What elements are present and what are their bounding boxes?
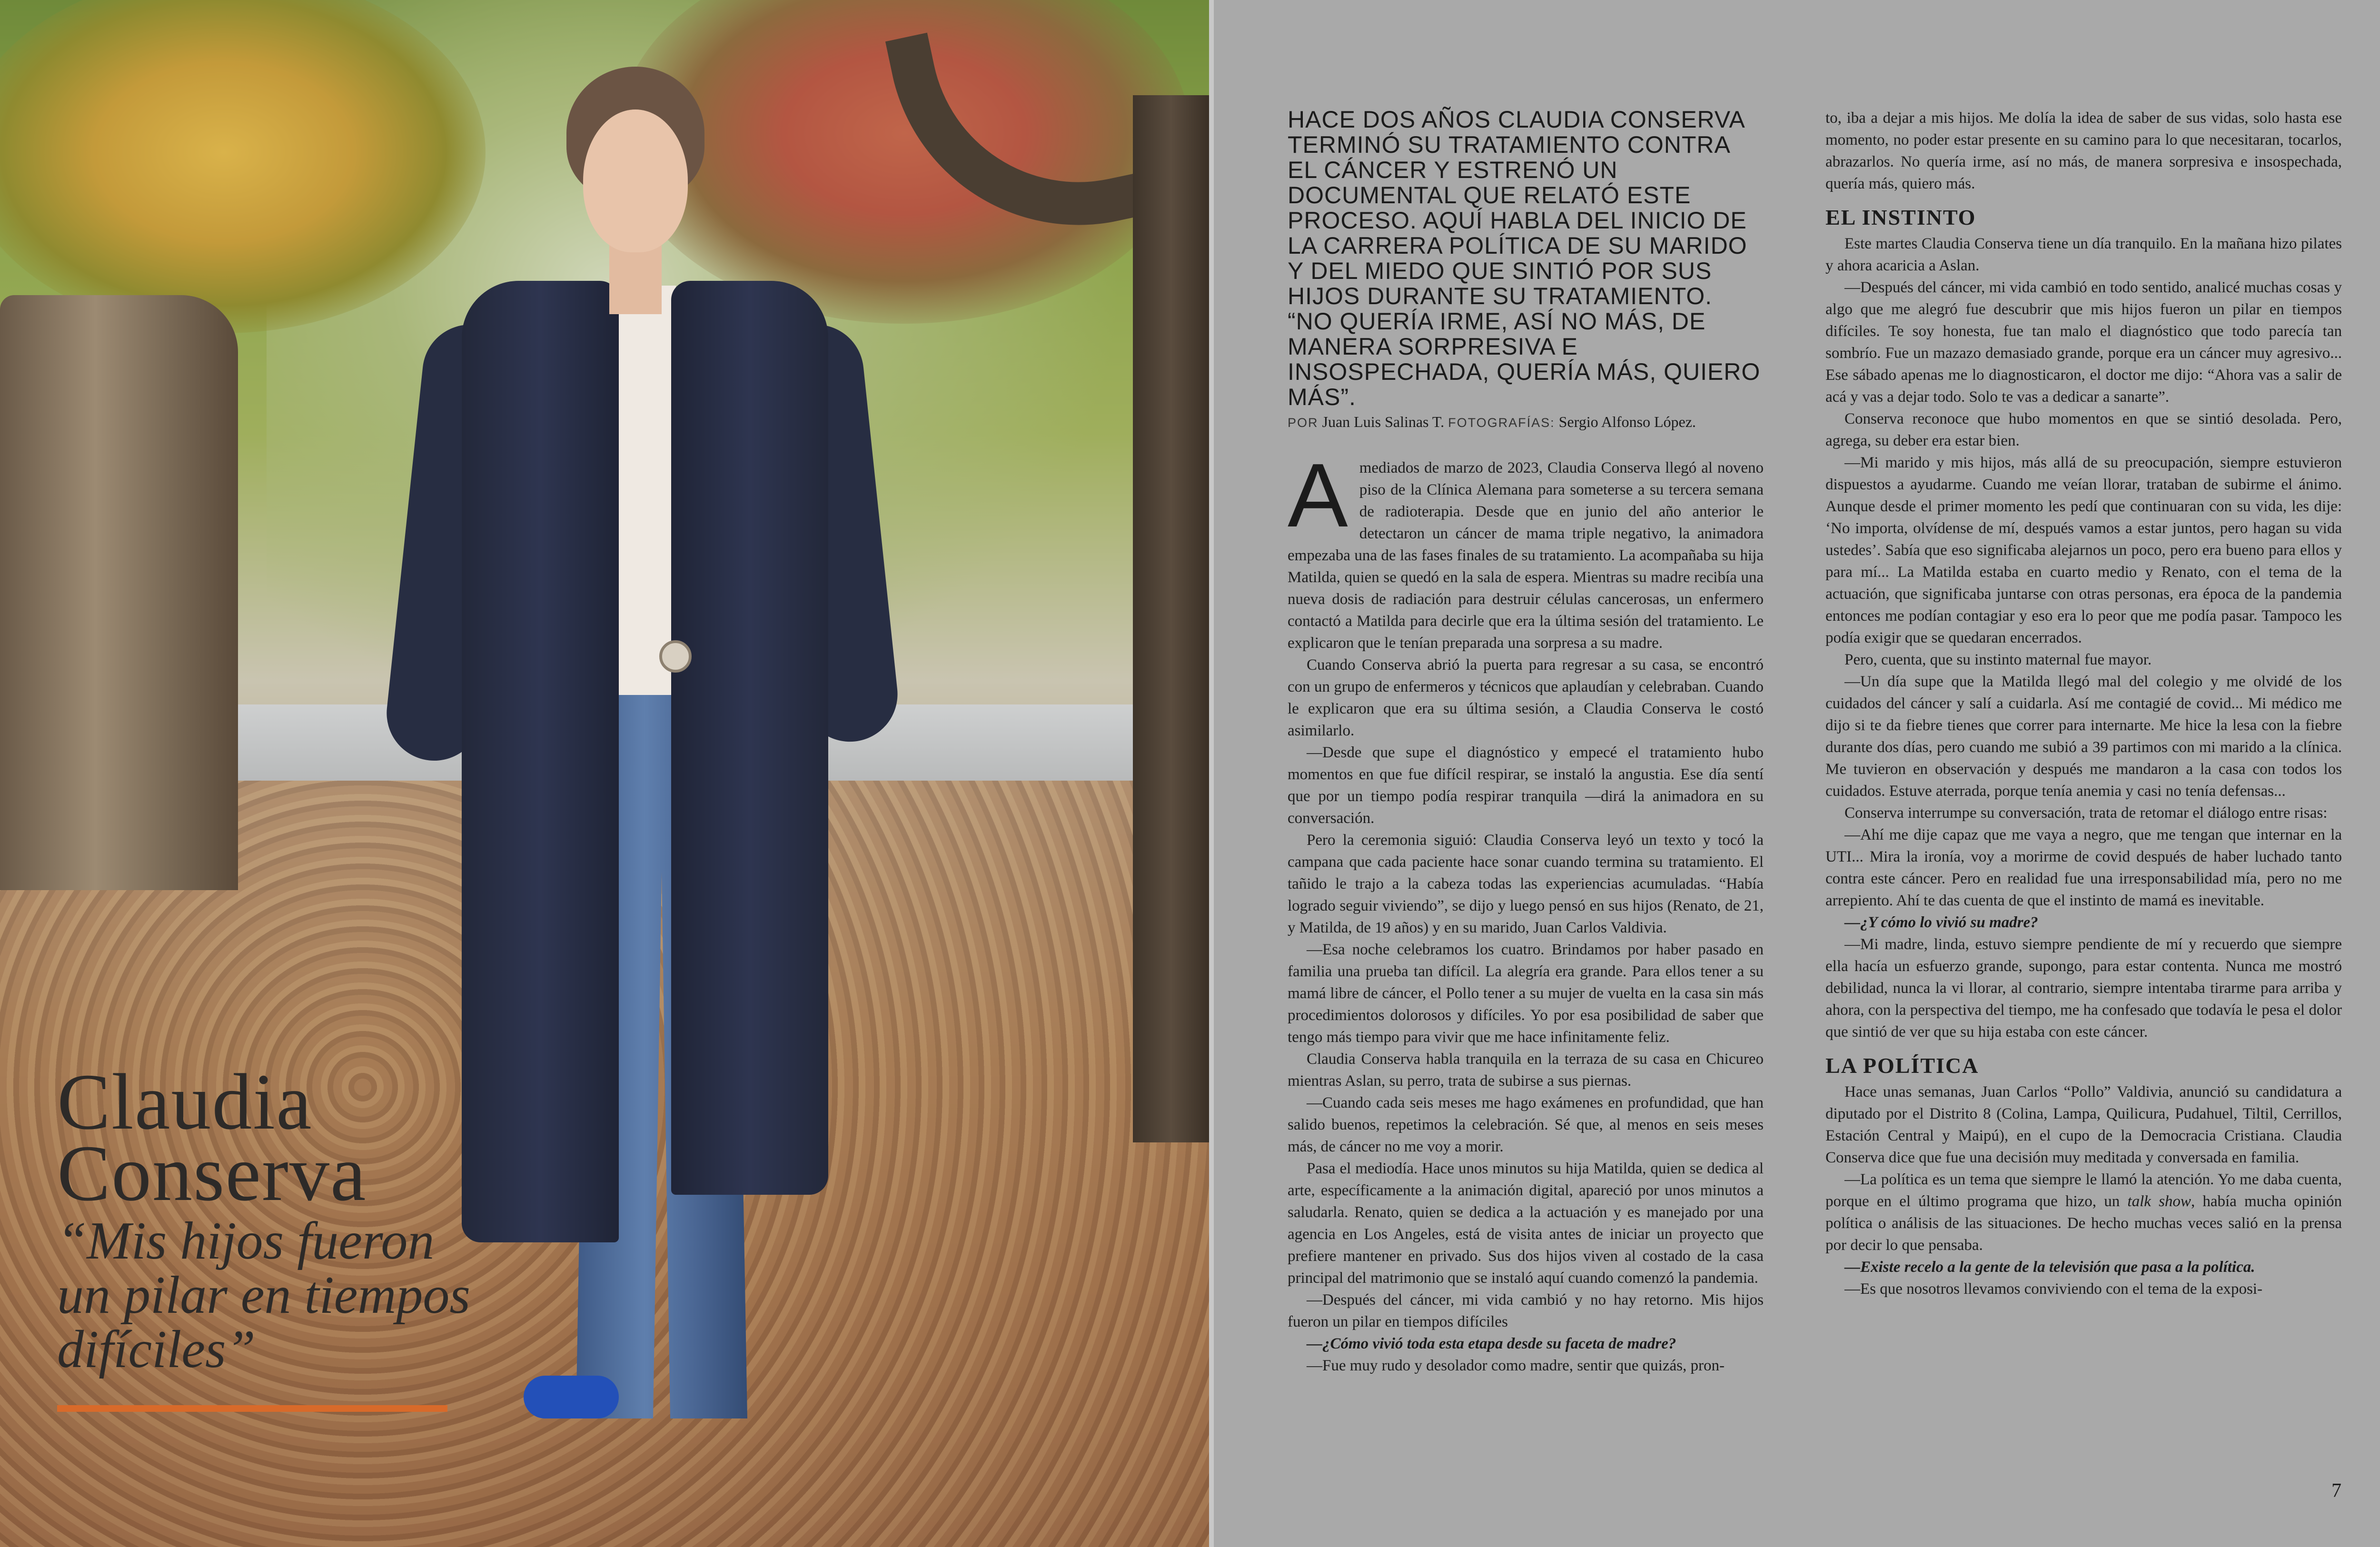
paragraph: —Mi marido y mis hijos, más allá de su preocupación, siempre estuvieron dispuestos a ayudarme. Cuando me veían llorar, trataban de subirme el ánimo. Aunque desde el primer momento les pedí que continuaran con su vida, les dije: ‘No importa, olvídense de mí, después vamos a estar juntos, pero hagan su vida ustedes’. Sabía que eso significaba alejarnos un poco, pero era bueno para ellos y para mí... La Matilda estaba en cuarto medio y Renato, con el tema de la actuación, que significaba juntarse con otras personas, era época de la pandemia entonces me podían contagiar y eso era lo peor que me podía pasar. Tampoco les podía exigir que se quedaran encerrados. — [1825, 454, 2342, 646]
paragraph: —Después del cáncer, mi vida cambió en todo sentido, analicé muchas cosas y algo que me alegró fue descubrir que mis hijos fueron un pilar en tiempos difíciles. Te soy honesta, fue tan malo el diagnóstico que todo parecía tan sombrío. Fue un mazazo demasiado grande, porque era un cáncer muy agresivo... Ese sábado apenas me lo diagnosticaron, el doctor me dijo: “Ahora vas a salir de acá y vas a dejar todo. Solo te vas a dedicar a sanarte”. — [1825, 279, 2342, 406]
face — [583, 109, 688, 252]
portrait-subject — [405, 57, 976, 1461]
article-column-2 — [1825, 107, 2342, 1300]
paragraph: —Un día supe que la Matilda llegó mal del colegio y me olvidé de los cuidados del cáncer y salí a cuidarla. Así me contagié de covid... Mi médico me dijo si te da fiebre tienes que correr para internarte. Me hice la lesa con la fiebre durante dos días, pero cuando me subió a 39 partimos con mi marido a la clínica. Me tuvieron en observación y después me mandaron a la casa con todos los cuidados. Estuve aterrada, porque tenía anemia y casi no tenía defensas... — [1825, 673, 2342, 800]
paragraph: —Ahí me dije capaz que me vaya a negro, que me tengan que internar en la UTI... Mira la ironía, voy a morirme de covid después de haber luchado tanto contra este cáncer. Pero en realidad fue una irresponsabilidad mía, pero no me arrepiento. Ahí te das cuenta de que el instinto de mamá es inevitable. — [1825, 826, 2342, 909]
paragraph — [1288, 445, 1764, 654]
interview-question: —Existe recelo a la gente de la televisión que pasa a la política. — [1844, 1259, 2255, 1276]
paragraph: Pero la ceremonia siguió: Claudia Conserva leyó un texto y tocó la campana que cada paciente hace sonar cuando termina su tratamiento. El tañido le trajo a la cabeza todas las experiencias acumuladas. “Había logrado seguir viviendo”, se dijo y luego pensó en sus hijos (Renato, de 21, y Matilda, de 19 años) y en su marido, Juan Carlos Valdivia. — [1288, 832, 1764, 936]
paragraph: —Cuando cada seis meses me hago exámenes en profundidad, que han salido buenos, repetimos la celebración. Sé que, al menos en seis meses más, de cáncer no me voy a morir. — [1288, 1094, 1764, 1155]
section-heading-politica: LA POLÍTICA — [1825, 1053, 1979, 1078]
paragraph: —Esa noche celebramos los cuatro. Brindamos por haber pasado en familia una prueba tan difícil. La alegría era grande. Para ellos tener a su mamá libre de cáncer, el Pollo tener a su mujer de vuelta en la casa sin más procedimientos dolorosos y difíciles. Yo por esa posibilidad de saber que tengo más tiempo para vivir que me hace infinitamente feliz. — [1288, 941, 1764, 1046]
page-gutter — [1209, 0, 1214, 1547]
tree-trunk-left — [0, 295, 238, 890]
emphasis-talk-show: talk show — [2127, 1193, 2191, 1210]
paragraph: —Desde que supe el diagnóstico y empecé el tratamiento hubo momentos en que fue difícil respirar, se instaló la angustia. Ese día sentí que por un tiempo podía respirar tranquila —dirá la animadora en su conversación. — [1288, 744, 1764, 827]
byline-author: Juan Luis Salinas T. — [1322, 413, 1445, 430]
cover-name-line1: Claudia — [57, 1058, 313, 1146]
paragraph: —Fue muy rudo y desolador como madre, sentir que quizás, pron- — [1307, 1357, 1725, 1374]
paragraph: —Mi madre, linda, estuvo siempre pendiente de mí y recuerdo que siempre ella hacía un esfuerzo grande, supongo, para estar contenta. Nunca me mostró debilidad, nunca la vi llorar, al contrario, siempre intentaba tirarme para arriba y ahora, con la perspectiva del tiempo, me ha confesado que todavía le pesa el dolor que sintió de ver que su hija estaba con este cáncer. — [1825, 936, 2342, 1041]
page-number: 7 — [2331, 1480, 2341, 1502]
paragraph: Pasa el mediodía. Hace unos minutos su hija Matilda, quien se dedica al arte, específicamente a la animación digital, apareció por unos minutos a saludarla. Renato, quien se dedica a la actuación y es manejado por una agencia en Los Angeles, está de visita antes de iniciar un proyecto que prefiere mantener en privado. Sus dos hijos viven al costado de la casa principal del matrimonio que se instaló aquí cuando comenzó la pandemia. — [1288, 1160, 1764, 1287]
cover-name-line2: Conserva — [57, 1129, 367, 1218]
paragraph-text: mediados de marzo de 2023, Claudia Conserva llegó al noveno piso de la Clínica Alemana para someterse a su tercera semana de radioterapia. Desde que en junio del año anterior le detectaron un cáncer de mama triple negativo, la animadora empezaba una de las fases finales de su tratamiento. La acompañaba su hija Matilda, quien se quedó en la sala de espera. Mientras su madre recibía una nueva dosis de radiación para destruir células cancerosas, un enfermero contactó a Matilda para decirle que era la última sesión del tratamiento. Le explicaron que le tenían preparada una sorpresa a su madre. — [1288, 459, 1764, 652]
paragraph: Claudia Conserva habla tranquila en la terraza de su casa en Chicureo mientras Aslan, su perro, trata de subirse a sus piernas. — [1288, 1051, 1764, 1090]
paragraph: to, iba a dejar a mis hijos. Me dolía la idea de saber de sus vidas, solo hasta ese momento, no poder estar presente en su camino para lo que necesitaran, tocarlos, abrazarlos. No quería irme, así no más, de manera sorpresiva e insospechada, quería más, quiero más. — [1825, 109, 2342, 192]
interview-question: —¿Cómo vivió toda esta etapa desde su faceta de madre? — [1307, 1335, 1676, 1352]
paragraph: —Después del cáncer, mi vida cambió y no hay retorno. Mis hijos fueron un pilar en tiempos difíciles — [1288, 1291, 1764, 1330]
paragraph: —Es que nosotros llevamos conviviendo con el tema de la exposi- — [1844, 1280, 2262, 1298]
byline — [1288, 413, 1764, 431]
paragraph — [1825, 1169, 2342, 1256]
coat-button — [659, 640, 692, 673]
byline-photographer: Sergio Alfonso López. — [1558, 413, 1696, 430]
tree-trunk-right — [1133, 95, 1209, 1142]
byline-label-author: POR — [1288, 416, 1319, 430]
blue-shoe — [524, 1376, 619, 1418]
interview-question: —¿Y cómo lo vivió su madre? — [1844, 914, 2038, 931]
paragraph: Conserva reconoce que hubo momentos en que se sintió desolada. Pero, agrega, su deber era estar bien. — [1825, 410, 2342, 449]
paragraph: Cuando Conserva abrió la puerta para regresar a su casa, se encontró con un grupo de enfermeros y técnicos que aplaudían y celebraban. Cuando le explicaron que era su última sesión, a Claudia Conserva le costó asimilarlo. — [1288, 656, 1764, 739]
paragraph-text: , había mucha opinión política o análisis de las situaciones. De hecho muchas veces salió en la prensa por decir lo que pensaba. — [1825, 1193, 2342, 1254]
article-page — [1214, 0, 2380, 1547]
byline-label-photo: FOTOGRAFÍAS: — [1448, 416, 1555, 430]
cover-quote: “Mis hijos fueron un pilar en tiempos difíciles” — [57, 1211, 470, 1379]
paragraph: Conserva interrumpe su conversación, trata de retomar el diálogo entre risas: — [1844, 804, 2328, 822]
accent-rule — [57, 1405, 447, 1412]
drop-cap: A — [1288, 445, 1348, 546]
paragraph-text: —La política es un tema que siempre le llamó la atención. Yo me daba cuenta, porque en el último programa que hizo, un — [1825, 1171, 2342, 1210]
cover-title-block — [57, 1058, 486, 1412]
article-column-1 — [1288, 445, 1764, 1377]
paragraph: Pero, cuenta, que su instinto maternal fue mayor. — [1844, 651, 2152, 668]
coat-panel-right — [671, 281, 828, 1195]
article-lede: HACE DOS AÑOS CLAUDIA CONSERVA TERMINÓ SU TRATAMIENTO CONTRA EL CÁNCER Y ESTRENÓ UN DOCUMENTAL QUE RELATÓ ESTE PROCESO. AQUÍ HABLA DEL INICIO DE LA CARRERA POLÍTICA DE SU MARIDO Y DEL MIEDO QUE SINTIÓ POR SUS HIJOS DURANTE SU TRATAMIENTO. “NO QUERÍA IRME, ASÍ NO MÁS, DE MANERA SORPRESIVA E INSOSPECHADA, QUERÍA MÁS, QUIERO MÁS”. — [1288, 106, 1761, 410]
paragraph: Hace unas semanas, Juan Carlos “Pollo” Valdivia, anunció su candidatura a diputado por el Distrito 8 (Colina, Lampa, Quilicura, Pudahuel, Tiltil, Cerrillos, Estación Central y Maipú), en el cupo de la Democracia Cristiana. Claudia Conserva dice que fue una decisión muy meditada y conversada en familia. — [1825, 1083, 2342, 1166]
paragraph: Este martes Claudia Conserva tiene un día tranquilo. En la mañana hizo pilates y ahora acaricia a Aslan. — [1825, 235, 2342, 274]
section-heading-instinto: EL INSTINTO — [1825, 205, 1976, 229]
